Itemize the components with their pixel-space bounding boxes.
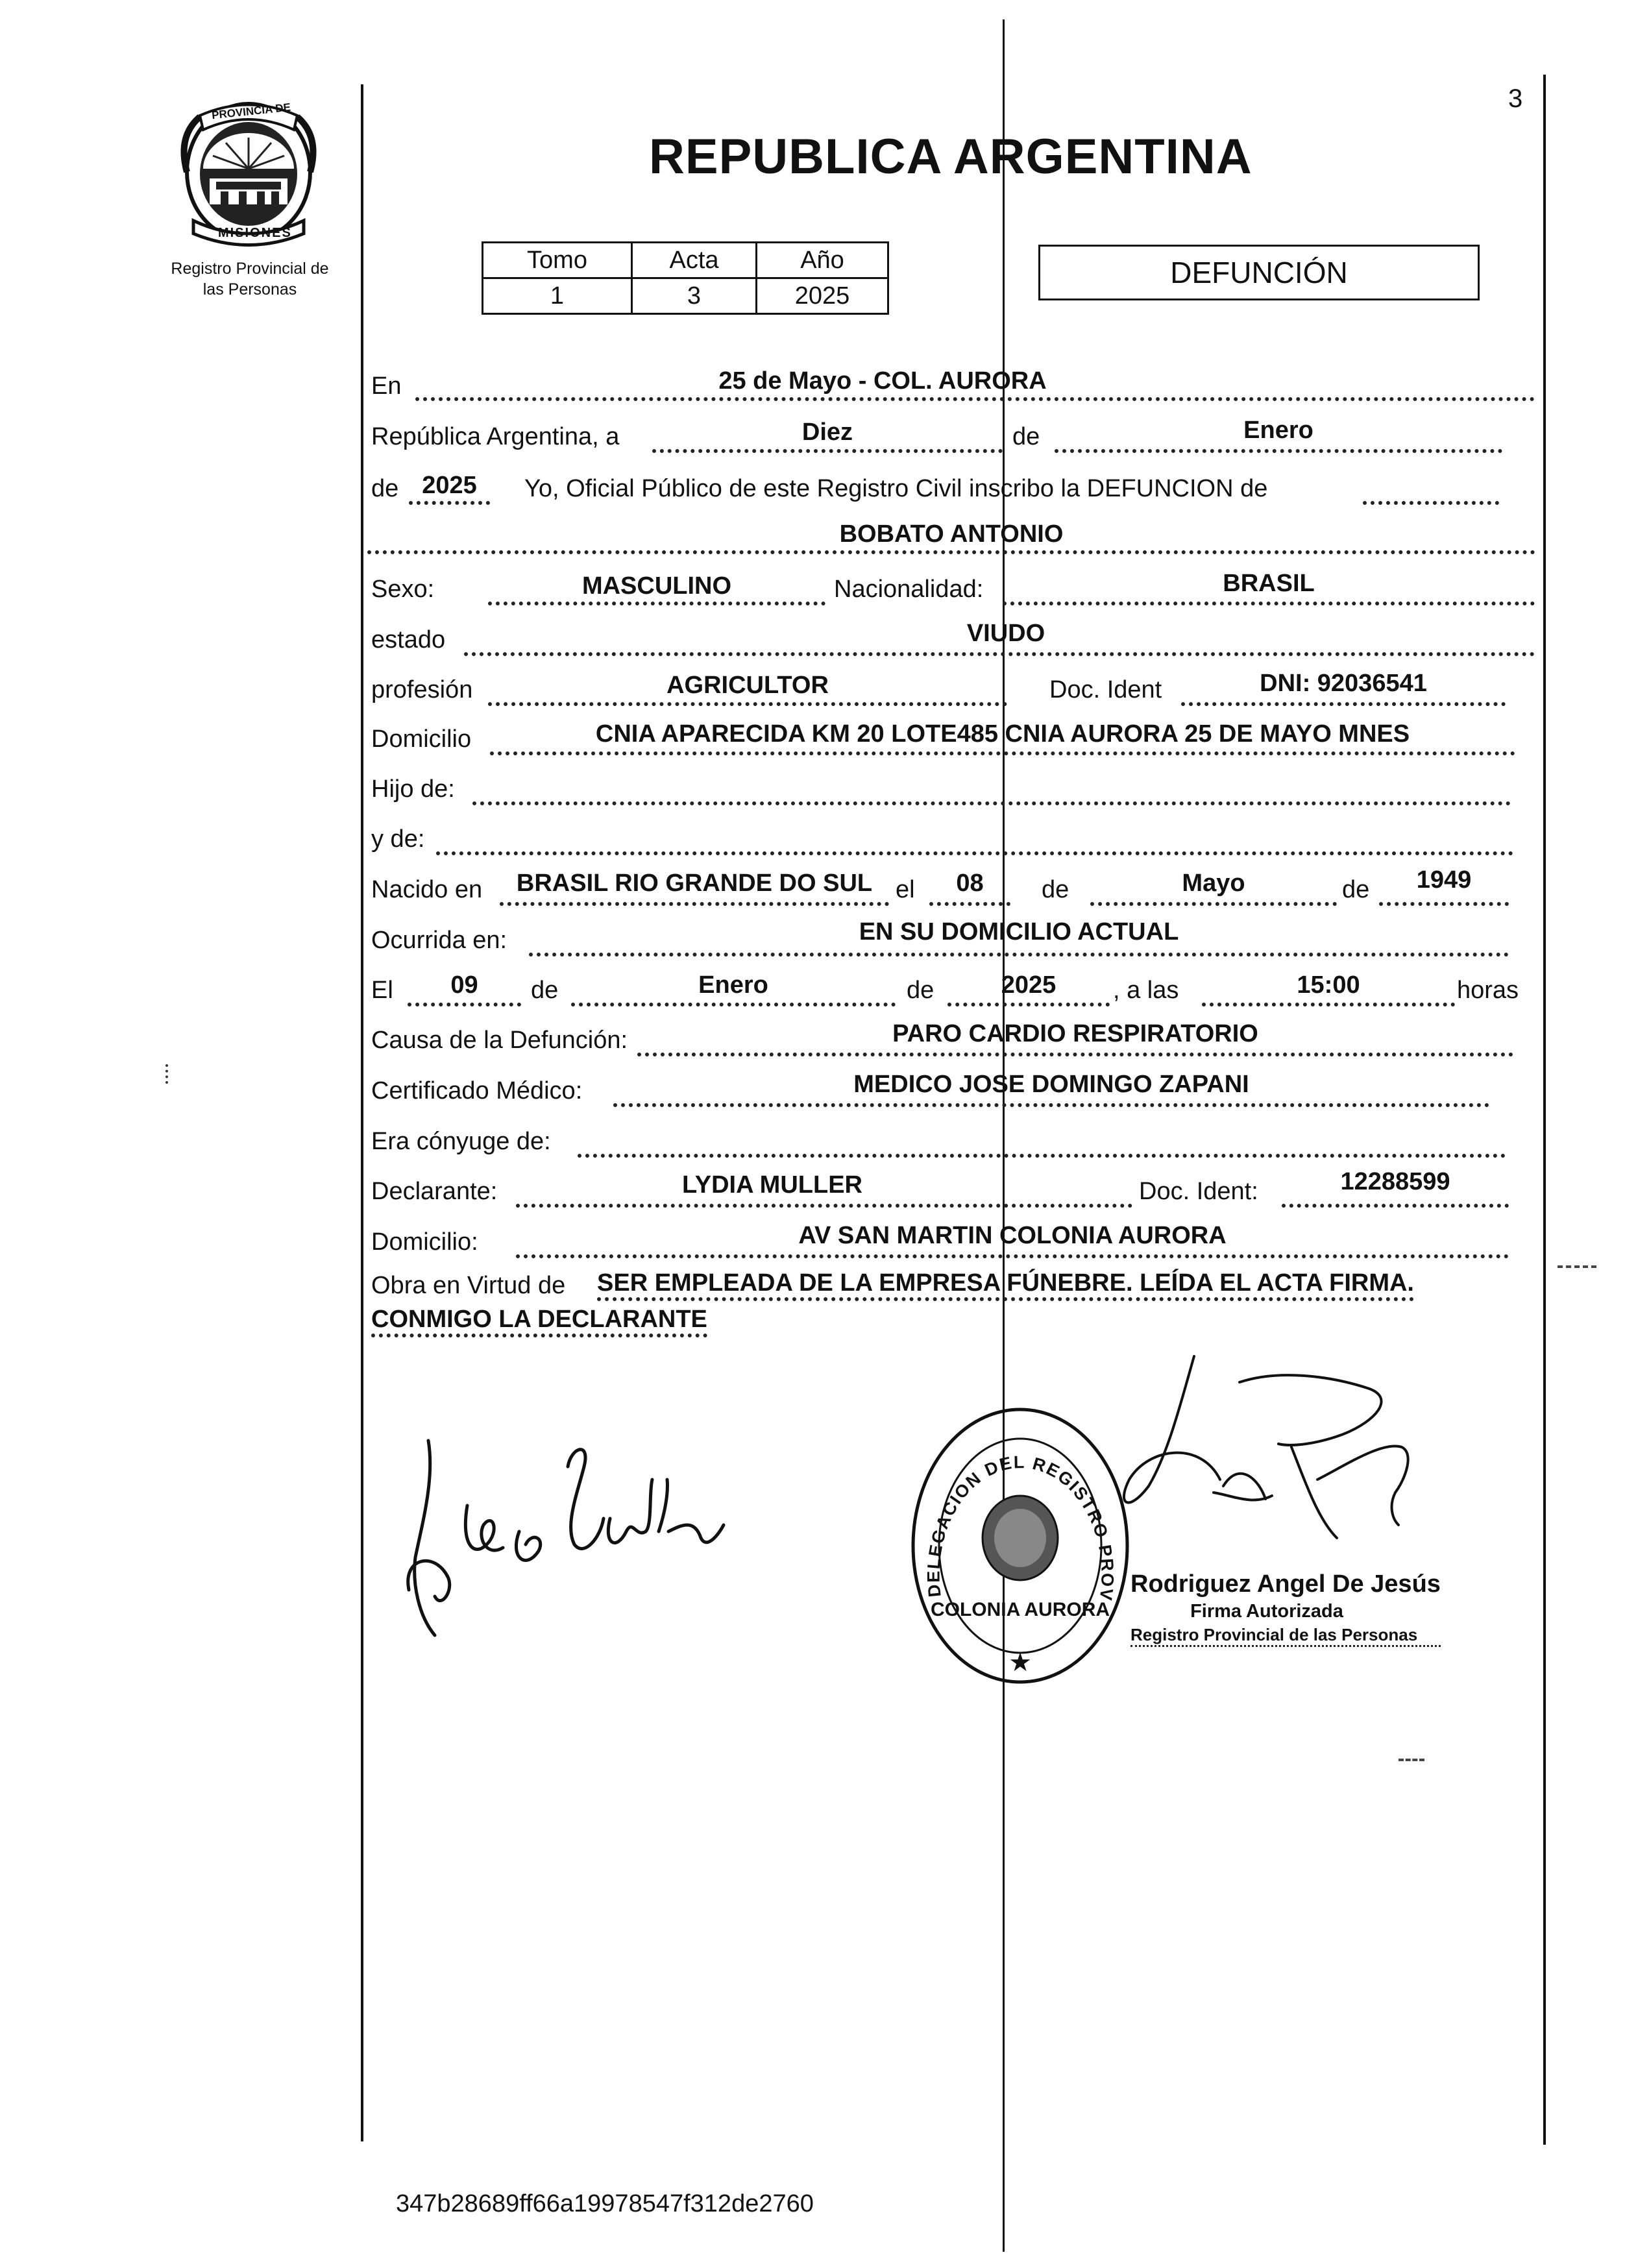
nacionalidad-underline: [1003, 602, 1535, 605]
nacionalidad-label: Nacionalidad:: [834, 576, 984, 603]
certificado-label: Certificado Médico:: [371, 1077, 583, 1104]
registry-line1: Registro Provincial de: [171, 260, 329, 278]
a-las-label: , a las: [1113, 977, 1179, 1004]
sexo-label: Sexo:: [371, 576, 435, 603]
estado-value: VIUDO: [966, 620, 1045, 647]
doc-ident-label: Doc. Ident: [1049, 676, 1162, 703]
statement-text: Yo, Oficial Público de este Registro Civil inscribo la DEFUNCION de: [524, 475, 1268, 502]
deceased-underline: [367, 550, 1535, 554]
year-value: 2025: [422, 472, 477, 499]
causa-underline: [637, 1053, 1513, 1056]
sexo-underline: [488, 602, 825, 605]
de-label-4: de: [1342, 876, 1370, 903]
death-month-underline: [571, 1003, 896, 1006]
conyuge-underline: [578, 1154, 1506, 1158]
birth-month-underline: [1090, 902, 1337, 906]
domicilio-label: Domicilio: [371, 726, 472, 753]
year-underline: [409, 501, 490, 505]
domicilio2-label: Domicilio:: [371, 1228, 478, 1256]
domicilio2-value: AV SAN MARTIN COLONIA AURORA: [798, 1222, 1227, 1249]
stamp-ring-text: DELEGACION DEL REGISTRO PROV: [923, 1452, 1118, 1602]
hijo-de-label: Hijo de:: [371, 775, 455, 803]
obra-label: Obra en Virtud de: [371, 1272, 566, 1299]
obra-line1: SER EMPLEADA DE LA EMPRESA FÚNEBRE. LEÍDA EL ACTA FIRMA.: [597, 1269, 1414, 1301]
el-label: el: [896, 876, 915, 903]
header-tomo: Tomo: [482, 241, 633, 279]
birth-day-underline: [929, 902, 1010, 906]
value-tomo: 1: [482, 277, 633, 315]
header-ano: Año: [755, 241, 889, 279]
official-role: Firma Autorizada: [1190, 1601, 1343, 1622]
registry-line2: las Personas: [202, 280, 297, 299]
ocurrida-label: Ocurrida en:: [371, 927, 507, 954]
death-day: 09: [450, 971, 478, 999]
causa-label: Causa de la Defunción:: [371, 1027, 628, 1054]
certificado-value: MEDICO JOSE DOMINGO ZAPANI: [853, 1071, 1249, 1098]
left-margin-line: [361, 84, 363, 2141]
ocurrida-value: EN SU DOMICILIO ACTUAL: [859, 918, 1179, 945]
official-stamp: [905, 1402, 1136, 1690]
center-fold-line: [1003, 19, 1005, 2252]
country-title: REPUBLICA ARGENTINA: [649, 129, 1252, 184]
death-month: Enero: [698, 971, 768, 999]
de-label-6: de: [907, 977, 935, 1004]
nacido-en-value: BRASIL RIO GRANDE DO SUL: [516, 870, 873, 897]
statement-underline: [1363, 501, 1499, 505]
de-label-1: de: [1012, 423, 1040, 450]
doc-ident2-value: 12288599: [1340, 1168, 1450, 1195]
deceased-name: BOBATO ANTONIO: [839, 520, 1064, 548]
scan-mark: [1399, 1759, 1424, 1761]
svg-text:★: ★: [1008, 1648, 1032, 1677]
domicilio2-underline: [516, 1254, 1509, 1258]
official-office: Registro Provincial de las Personas: [1130, 1625, 1441, 1647]
horas-label: horas: [1457, 977, 1519, 1004]
estado-underline: [464, 652, 1535, 656]
nacido-en-label: Nacido en: [371, 876, 483, 903]
act-type-box: DEFUNCIÓN: [1038, 245, 1480, 300]
month-underline: [1055, 449, 1502, 453]
profesion-label: profesión: [371, 676, 473, 703]
header-acta: Acta: [631, 241, 757, 279]
doc-ident-underline: [1181, 702, 1506, 706]
en-label: En: [371, 372, 402, 400]
death-time-underline: [1202, 1003, 1455, 1006]
profesion-underline: [488, 702, 1007, 706]
causa-value: PARO CARDIO RESPIRATORIO: [892, 1020, 1258, 1047]
declarante-value: LYDIA MULLER: [682, 1171, 862, 1199]
declarante-label: Declarante:: [371, 1178, 498, 1205]
el-label-2: El: [371, 977, 393, 1004]
estado-label: estado: [371, 626, 446, 653]
value-acta: 3: [631, 277, 757, 315]
place-underline: [415, 397, 1535, 401]
de-label-2: de: [371, 475, 399, 502]
stamp-inner-text: COLONIA AURORA: [930, 1599, 1110, 1620]
value-ano: 2025: [755, 277, 889, 315]
doc-ident2-label: Doc. Ident:: [1139, 1178, 1258, 1205]
official-name: Rodriguez Angel De Jesús: [1130, 1570, 1441, 1598]
doc-ident-value: DNI: 92036541: [1260, 670, 1427, 697]
death-time: 15:00: [1297, 971, 1360, 999]
month-value: Enero: [1243, 417, 1313, 444]
death-year: 2025: [1001, 971, 1057, 999]
birth-year: 1949: [1416, 866, 1472, 894]
province-logo: [174, 97, 323, 247]
document-hash: 347b28689ff66a19978547f312de2760: [396, 2190, 814, 2217]
logo-text-bottom: MISIONES: [218, 226, 292, 240]
scan-mark: [165, 1064, 171, 1084]
de-label-5: de: [531, 977, 559, 1004]
y-de-underline: [436, 851, 1513, 855]
scan-mark: [1558, 1265, 1596, 1268]
day-underline: [652, 449, 1003, 453]
republica-label: República Argentina, a: [371, 423, 620, 450]
death-year-underline: [947, 1003, 1110, 1006]
conyuge-label: Era cónyuge de:: [371, 1128, 551, 1155]
nacido-en-underline: [500, 902, 889, 906]
domicilio-value: CNIA APARECIDA KM 20 LOTE485 CNIA AURORA 25 DE MAYO MNES: [595, 720, 1410, 748]
profesion-value: AGRICULTOR: [666, 672, 829, 699]
hijo-de-underline: [472, 801, 1511, 805]
declarante-underline: [516, 1204, 1132, 1208]
place-value: 25 de Mayo - COL. AURORA: [718, 367, 1047, 395]
domicilio-underline: [490, 751, 1515, 755]
birth-year-underline: [1379, 902, 1509, 906]
day-words: Diez: [801, 419, 853, 446]
page-number: 3: [1508, 84, 1523, 113]
birth-month: Mayo: [1182, 870, 1245, 897]
obra-line2: CONMIGO LA DECLARANTE: [371, 1306, 707, 1337]
ocurrida-underline: [529, 953, 1509, 957]
birth-day: 08: [956, 870, 984, 897]
sexo-value: MASCULINO: [581, 572, 732, 600]
right-margin-line: [1543, 75, 1546, 2145]
nacionalidad-value: BRASIL: [1223, 570, 1315, 597]
de-label-3: de: [1042, 876, 1069, 903]
y-de-label: y de:: [371, 825, 425, 853]
doc-ident2-underline: [1282, 1204, 1509, 1208]
official-signature: [1110, 1350, 1447, 1567]
registry-caption: [146, 258, 354, 300]
certificado-underline: [613, 1103, 1489, 1107]
declarant-signature: [396, 1428, 759, 1645]
official-block: [1130, 1570, 1441, 1647]
death-day-underline: [408, 1003, 521, 1006]
logo-text-top: PROVINCIA DE: [211, 101, 291, 122]
